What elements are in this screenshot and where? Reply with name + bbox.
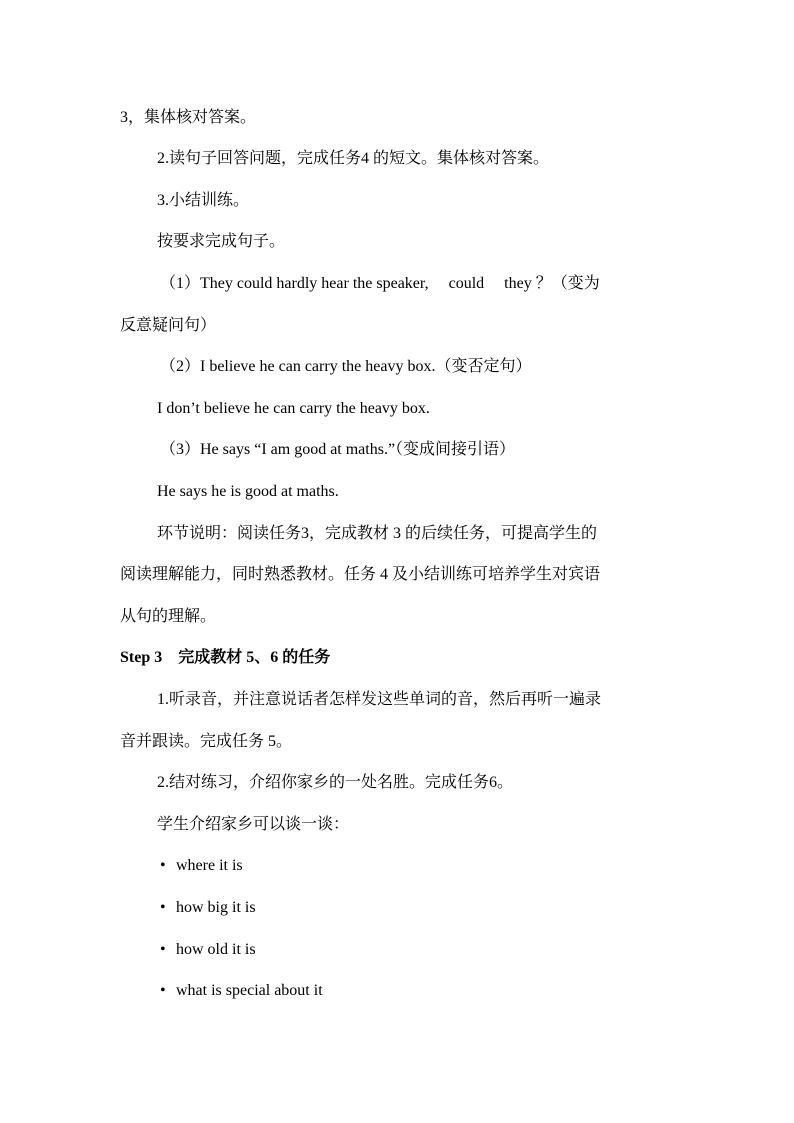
text-line: 按要求完成句子。 xyxy=(157,233,286,250)
bullet-icon: • xyxy=(160,982,166,999)
list-item-text: how old it is xyxy=(176,941,256,958)
text-line: 2.结对练习，介绍你家乡的一处名胜。完成任务6。 xyxy=(157,774,514,791)
list-item-text: what is special about it xyxy=(176,982,323,999)
text-line: 1.听录音，并注意说话者怎样发这些单词的音，然后再听一遍录 xyxy=(157,691,602,708)
list-item xyxy=(160,856,243,876)
text-line: 2.读句子回答问题，完成任务4 的短文。集体核对答案。 xyxy=(157,150,550,167)
bullet-icon: • xyxy=(160,899,166,916)
list-item-text: how big it is xyxy=(176,899,256,916)
text-line: （3）He says “I am good at maths.”（变成间接引语） xyxy=(160,441,516,458)
text-line: I don’t believe he can carry the heavy box. xyxy=(157,400,430,417)
bullet-icon: • xyxy=(160,857,166,874)
text-line: 反意疑问句） xyxy=(120,317,217,334)
text-line: （1）They could hardly hear the speaker, could they ？（变为 xyxy=(160,275,600,292)
text-line: 3.小结训练。 xyxy=(157,192,250,209)
section-heading: Step 3 完成教材 5、6 的任务 xyxy=(120,649,331,666)
text-line: 学生介绍家乡可以谈一谈： xyxy=(157,816,350,833)
text-line: 3，集体核对答案。 xyxy=(120,109,257,126)
list-item xyxy=(160,940,256,960)
list-item-text: where it is xyxy=(176,857,243,874)
text-line: He says he is good at maths. xyxy=(157,483,339,500)
list-item xyxy=(160,898,256,918)
text-line: 音并跟读。完成任务 5。 xyxy=(120,733,293,750)
text-line: 从句的理解。 xyxy=(120,608,217,625)
bullet-icon: • xyxy=(160,941,166,958)
list-item xyxy=(160,981,323,1001)
text-line: 阅读理解能力，同时熟悉教材。任务 4 及小结训练可培养学生对宾语 xyxy=(120,566,601,583)
text-line: 环节说明：阅读任务3，完成教材 3 的后续任务，可提高学生的 xyxy=(157,525,598,542)
text-line: （2）I believe he can carry the heavy box.（变否定句） xyxy=(160,358,532,375)
